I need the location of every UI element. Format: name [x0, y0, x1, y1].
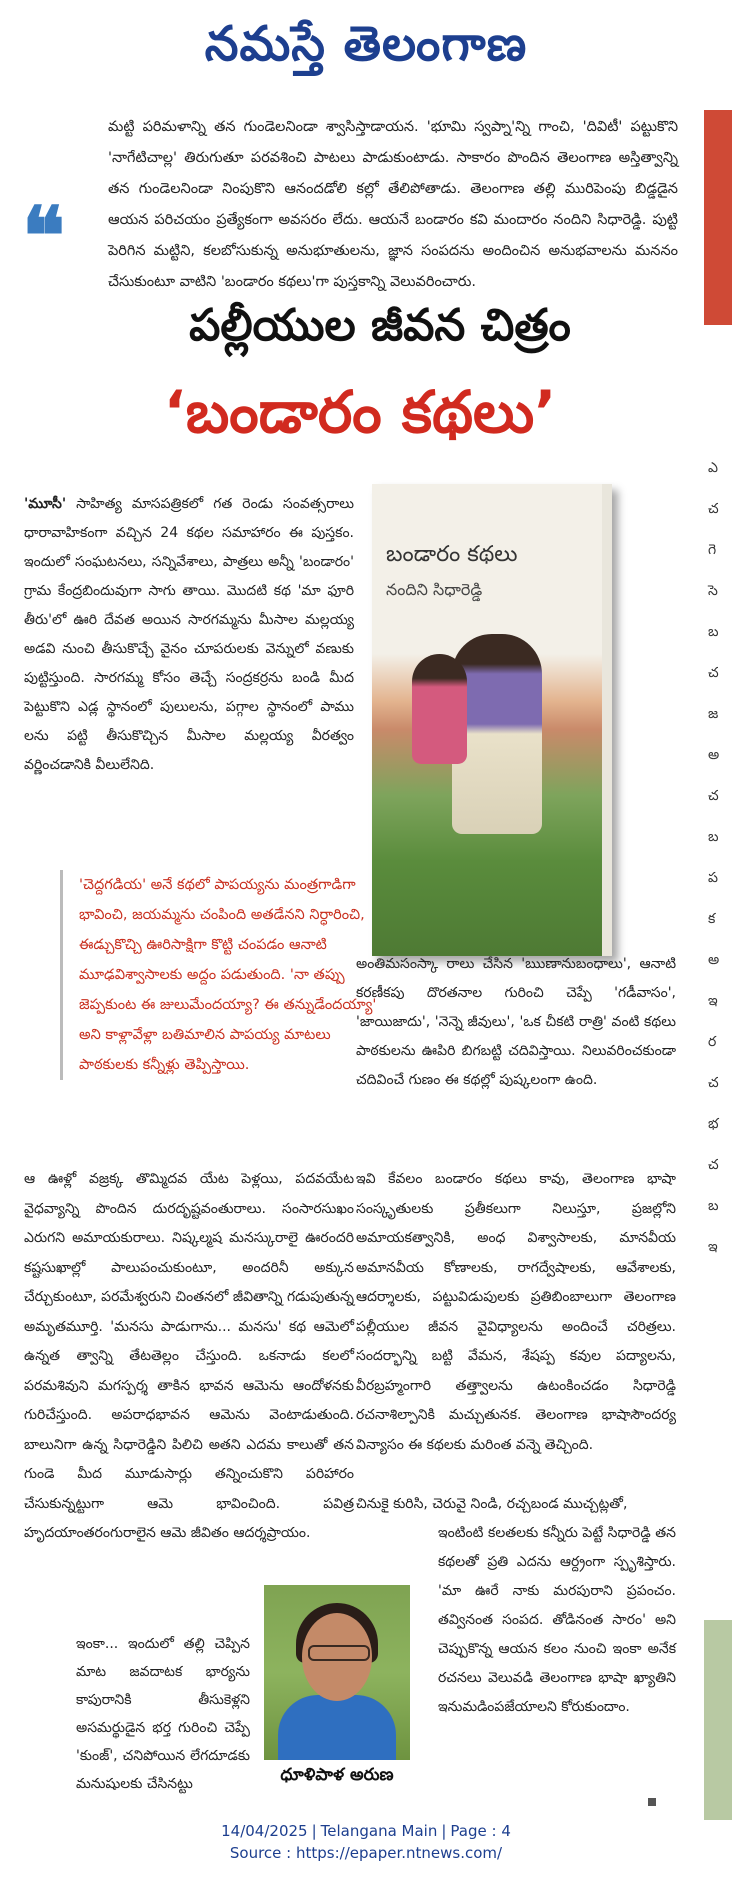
- footer-edition: Telangana Main: [320, 1822, 438, 1840]
- article-column-2-top: అంతిమసంస్కా రాలు చేసిన 'ఋణానుబంధాలు', ఆనాటి కరణీకపు దొరతనాల గురించి చెప్పే 'గడీవాసం', 'జాయిజాదు', 'నెన్నె జీవులు', 'ఒక చీకటి రాత్రి' వంటి కథలు పాఠకులను ఊపిరి బిగబట్టి చదివిస్తాయి. నిలువరించకుండా చదివించే గుణం ఈ కథల్లో పుష్కలంగా ఉంది.: [356, 956, 676, 1088]
- strip-letter: బ: [708, 1198, 719, 1214]
- book-cover-image: [372, 484, 622, 964]
- strip-letter: అ: [708, 952, 720, 968]
- strip-letter: బ: [708, 624, 719, 640]
- strip-letter: క: [708, 911, 716, 927]
- article-column-2b: ఇవి కేవలం బండారం కథలు కావు, తెలంగాణ భాషా సంస్కృతులకు ప్రతీకలుగా నిలుస్తూ, ప్రజల్లోని అమాయకత్వానికి, అంధ విశ్వాసాలకు, మానవీయ అమానవీయ కోణాలకు, రాగద్వేషాలకు, ఆవేశాలకు, ఆదర్శాలకు, పట్టువిడుపులకు ప్రతిబింబాలుగా తెలంగాణ పల్లీయుల జీవన వైవిధ్యాలను అందించే చరిత్రలు. సందర్భాన్ని బట్టి వేమన, శేషప్ప కవుల పద్యాలను, వీరబ్రహ్మంగారి తత్త్వాలను ఉటంకించడం సిధారెడ్డి రచనాశిల్పానికి మచ్చుతునక. తెలంగాణ భాషాసౌందర్య విన్యాసం ఈ కథలకు మరింత వన్నె తెచ్చింది.: [356, 1171, 676, 1453]
- strip-letter: ఇ: [708, 993, 718, 1009]
- strip-letter: చ: [708, 788, 719, 804]
- strip-letter: చ: [708, 665, 719, 681]
- strip-letter: గె: [708, 542, 717, 558]
- footer-meta: 14/04/2025 | Telangana Main | Page : 4: [221, 1822, 511, 1840]
- strip-letter: చ: [708, 1157, 719, 1173]
- adjacent-text-strip: [708, 460, 730, 1258]
- strip-letter: ఎ: [708, 460, 718, 476]
- strip-letter: జ: [708, 706, 719, 722]
- masthead-title: నమస్తే తెలంగాణ: [204, 16, 528, 72]
- article-column-1c: ఇంకా... ఇందులో తల్లి చెప్పిన మాట జవదాటక భార్యను కాపురానికి తీసుకెళ్లని అసమర్థుడైన భర్త గురించి చెప్పే 'కుంజ్', చనిపోయిన లేగదూడకు మనుషులకు చేసినట్టు: [76, 1636, 250, 1792]
- quote-mark-icon: ❝: [22, 189, 66, 283]
- strip-letter: బ: [708, 829, 719, 845]
- book-author: నందిని సిధారెడ్డి: [386, 580, 483, 599]
- strip-letter: ర: [708, 1034, 717, 1050]
- article-column-2c: ఇంటింటి కలతలకు కన్నీరు పెట్టే సిధారెడ్డి తన కథలతో ప్రతి ఎదను ఆర్ద్రంగా స్పృశిస్తారు. 'మా ఊరే నాకు మరపురాని ప్రపంచం. తవ్వినంత సంపద. తోడినంత సారం' అని చెప్పుకొన్న ఆయన కలం నుంచి ఇంకా అనేక రచనలు వెలువడి తెలంగాణ భాషా ఖ్యాతిని ఇనుమడింపజేయాలని కోరుకుందాం.: [438, 1525, 676, 1715]
- book-cover: [372, 484, 612, 956]
- strip-letter: చ: [708, 501, 719, 517]
- intro-paragraph: మట్టి పరిమళాన్ని తన గుండెలనిండా శ్వాసిస్తాడాయన. 'భూమి స్వప్నా'న్ని గాంచి, 'దివిటీ' పట్టుకొని 'నాగేటిచాల్ల' తిరుగుతూ పరవశించి పాటలు పాడుకుంటాడు. సాకారం పొందిన తెలంగాణ అస్తిత్వాన్ని తన గుండెలనిండా నింపుకొని ఆనందడోలి కల్లో తేలిపోతాడు. తెలంగాణ తల్లి మురిపెంపు బిడ్డడైన ఆయన పరిచయం ప్రత్యేకంగా అవసరం లేదు. ఆయనే బండారం కవి మందారం నందిని సిధారెడ్డి. పుట్టి పెరిగిన మట్టిని, కలబోసుకున్న అనుభూతులను, జ్ఞాన సంపదను అందించిన అనుభవాలను మననం చేసుకుంటూ వాటిని 'బండారం కథలు'గా పుస్తకాన్ని వెలువరించారు.: [108, 119, 678, 290]
- article-column-1: [24, 490, 354, 780]
- strip-letter: ప: [708, 870, 718, 886]
- strip-letter: సె: [708, 583, 718, 599]
- author-photo: [264, 1585, 410, 1760]
- book-title: బండారం కథలు: [386, 542, 518, 567]
- footer-page: Page : 4: [450, 1822, 511, 1840]
- end-mark: [648, 1798, 656, 1806]
- adjacent-photo-strip: [704, 110, 732, 325]
- headline-line1: పల్లీయుల జీవన చిత్రం: [189, 300, 571, 351]
- author-name: ధూళిపాళ అరుణ: [280, 1765, 394, 1785]
- masthead: [0, 0, 732, 100]
- footer-source[interactable]: Source : https://epaper.ntnews.com/: [229, 1844, 503, 1862]
- headline-line2: ‘బండారం కథలు’: [163, 378, 557, 446]
- article-column-2c-lead: చినుకై కురిసి, చెరువై నిండి, రచ్చబండ ముచ్చట్లతో,: [356, 1496, 628, 1512]
- strip-letter: చ: [708, 1075, 719, 1091]
- strip-letter: ఇ: [708, 1239, 718, 1255]
- strip-letter: భ: [708, 1116, 719, 1132]
- photo-glasses: [308, 1645, 370, 1661]
- footer-date: 14/04/2025: [221, 1822, 308, 1840]
- magazine-name: 'మూసీ': [24, 496, 67, 512]
- article-column-1b: ఆ ఊళ్లో వజ్రక్క తొమ్మిదవ యేట పెళ్లయి, పదవయేట వైధవ్యాన్ని పొందిన దురదృష్టవంతురాలు. సంసారసుఖం ఎరుగని అమాయకురాలు. నిష్కల్మష మనస్కురాలై ఊరందరి కష్టసుఖాల్లో పాలుపంచుకుంటూ, అందరినీ అక్కున చేర్చుకుంటూ, పరమేశ్వరుని చింతనలో జీవితాన్ని గడుపుతున్న అమృతమూర్తి. 'మనసు పాడుగాను... మనసు' కథ ఆమెలో ఉన్నత త్వాన్ని తేటతెల్లం చేస్తుంది. ఒకనాడు కలలో పరమశివుని మగస్పర్శ తాకిన భావన ఆమెను ఆందోళనకు గురిచేస్తుంది. అపరాధభావన ఆమెను వెంటాడుతుంది. బాలునిగా ఉన్న సిధారెడ్డిని పిలిచి అతని ఎదమ కాలుతో తన గుండె మీద మూడుసార్లు తన్నించుకొని పరిహారం చేసుకున్నట్టుగా ఆమె భావించింది. పవిత్ర హృదయాంతరంగురాలైన ఆమె జీవితం ఆదర్శప్రాయం.: [24, 1171, 354, 1541]
- article-text: సాహిత్య మాసపత్రికలో గత రెండు సంవత్సరాలు ధారావాహికంగా వచ్చిన 24 కథల సమాహారం ఈ పుస్తకం. ఇందులో సంఘటనలు, సన్నివేశాలు, పాత్రలు అన్నీ 'బండారం' గ్రామ కేంద్రబిందువుగా సాగు తాయి. మొదటి కథ 'మా ఫూరి తీరు'లో ఊరి దేవత అయిన సారగమ్మను మీసాల మల్లయ్య అడవి నుంచి తీసుకొచ్చే వైనం చూపరులకు వెన్నులో వణుకు పుట్టిస్తుంది. సారగమ్మ కోసం తెచ్చే సంద్రకర్రను బండి మీద పెట్టుకొని ఎడ్ల స్థానంలో పులులను, పగ్గాల స్థానంలో పాము లను పట్టి తీసుకొచ్చిన మీసాల మల్లయ్య వీరత్వం వర్ణించడానికి వీలులేనిది.: [24, 496, 354, 773]
- adjacent-photo-strip-bottom: [704, 1620, 732, 1820]
- strip-letter: అ: [708, 747, 720, 763]
- pull-quote: 'చెద్దగడియ' అనే కథలో పాపయ్యను మంత్రగాడిగా భావించి, జయమ్మను చంపింది అతడేనని నిర్ధారించి, ఈడ్చుకొచ్చి ఊరిసాక్షిగా కొట్టి చంపడం ఆనాటి మూఢవిశ్వాసాలకు అద్దం పడుతుంది. 'నా తప్పు జెప్పకుంట ఈ జులుమేందయ్యా? ఈ తన్నుడేందయ్యా' అని కాళ్లావేళ్లా బతిమాలిన పాపయ్య మాటలు పాఠకులకు కన్నీళ్లు తెప్పిస్తాయి.: [60, 870, 379, 1080]
- photo-saree: [278, 1695, 396, 1760]
- adjacent-article-strip: [704, 110, 732, 1830]
- footer: [0, 1820, 732, 1864]
- child-figure: [412, 654, 467, 764]
